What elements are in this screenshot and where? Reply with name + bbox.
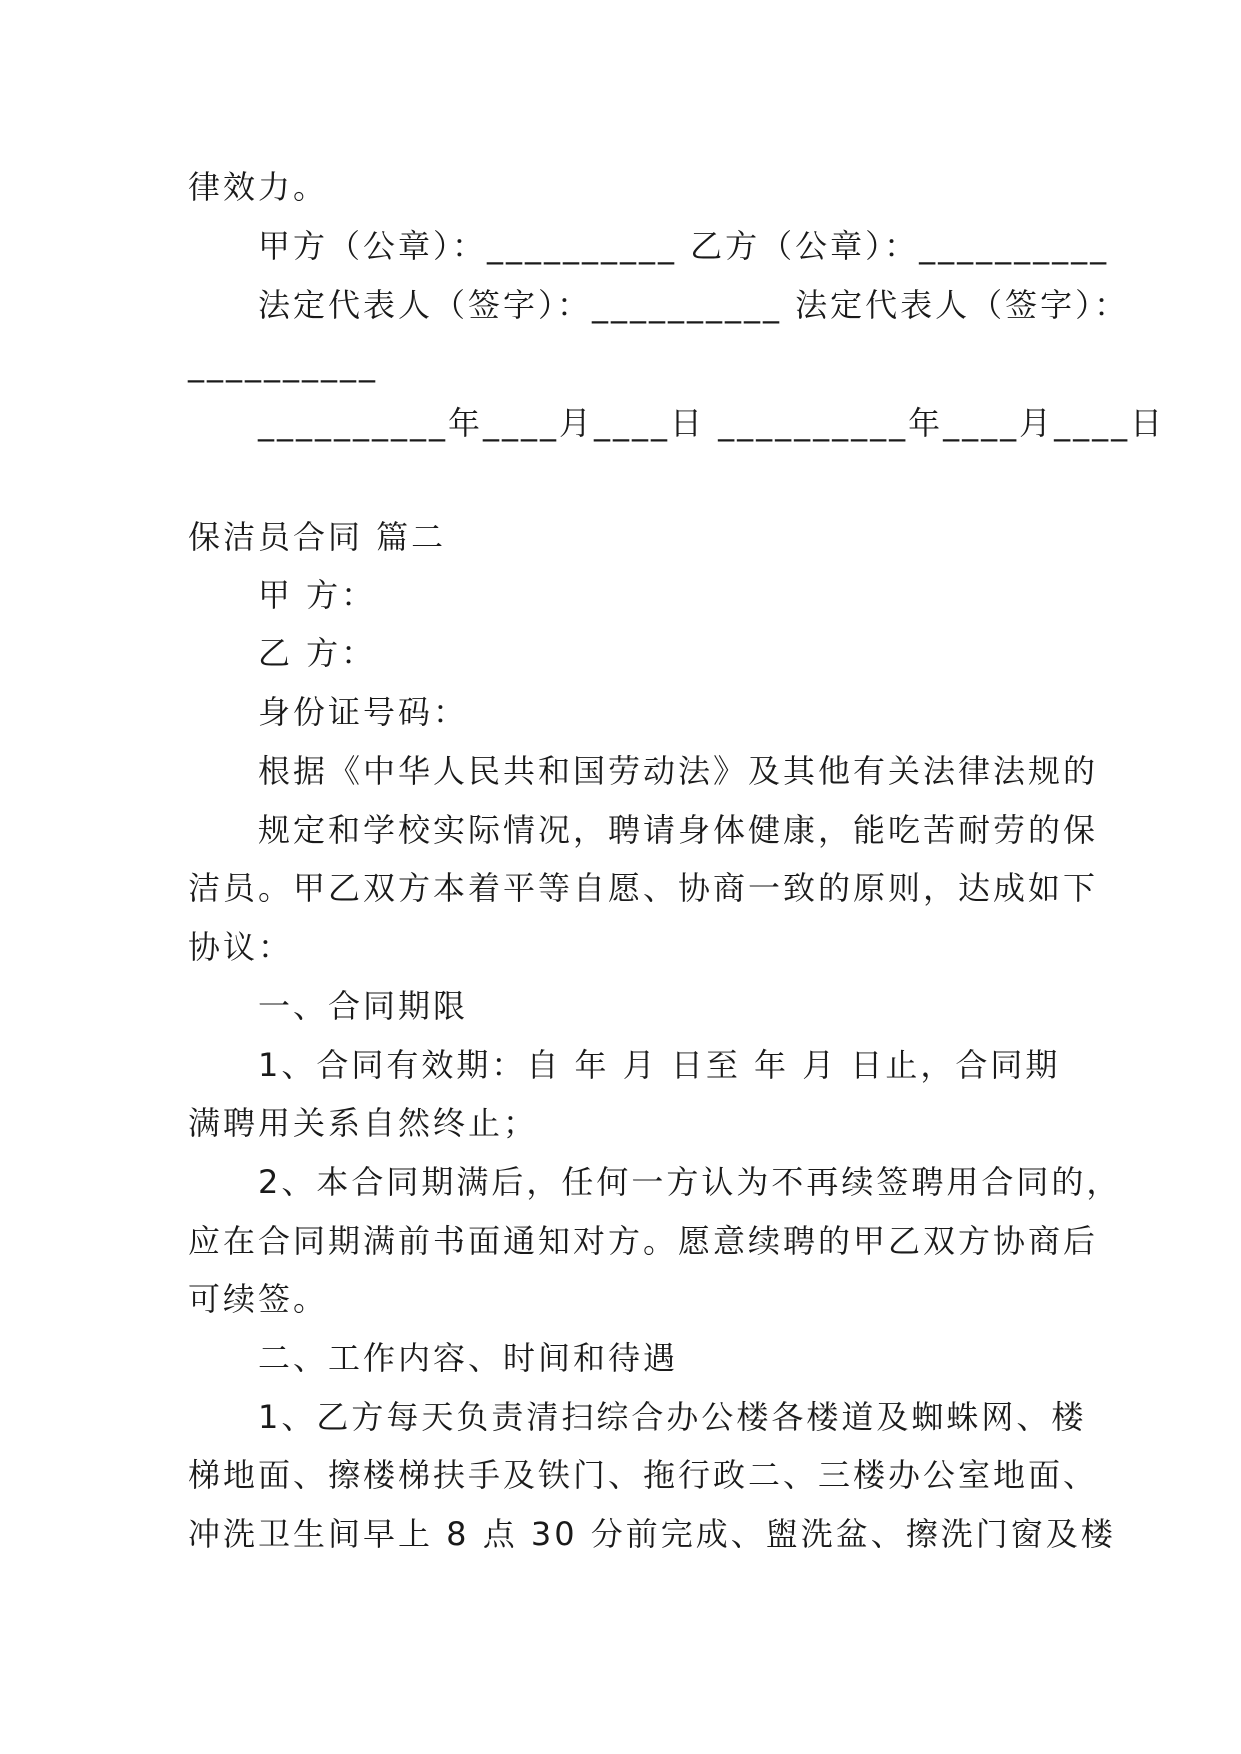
id-number-label: 身份证号码： — [258, 693, 469, 731]
text-line: 协议： — [188, 928, 294, 966]
date-line: __________年____月____日 __________年____月____日 — [258, 404, 1166, 442]
party-b-label: 乙 方： — [258, 634, 377, 672]
text-line: 根据《中华人民共和国劳动法》及其他有关法律法规的 — [258, 752, 1099, 790]
text-line: 规定和学校实际情况，聘请身体健康，能吃苦耐劳的保 — [258, 811, 1099, 849]
text-line: 律效力。 — [188, 168, 329, 206]
text-line: 冲洗卫生间早上 8 点 30 分前完成、盥洗盆、擦洗门窗及楼 — [188, 1515, 1116, 1553]
text-line: 1、乙方每天负责清扫综合办公楼各楼道及蜘蛛网、楼 — [258, 1398, 1087, 1436]
clause-heading: 二、工作内容、时间和待遇 — [258, 1339, 679, 1377]
text-line: 洁员。甲乙双方本着平等自愿、协商一致的原则，达成如下 — [188, 869, 1099, 907]
clause-heading: 一、合同期限 — [258, 987, 469, 1025]
section-title: 保洁员合同 篇二 — [188, 518, 447, 556]
text-line: 可续签。 — [188, 1280, 329, 1318]
text-line: 满聘用关系自然终止； — [188, 1104, 539, 1142]
legal-representative-line: 法定代表人（签字）：__________ 法定代表人（签字）： — [258, 286, 1130, 324]
text-line: 应在合同期满前书面通知对方。愿意续聘的甲乙双方协商后 — [188, 1222, 1099, 1260]
party-a-seal-line: 甲方（公章）：__________ 乙方（公章）：__________ — [258, 227, 1110, 265]
text-line: 1、合同有效期：自 年 月 日至 年 月 日止，合同期 — [258, 1046, 1061, 1084]
signature-blank-line: __________ — [188, 345, 378, 383]
text-line: 梯地面、擦楼梯扶手及铁门、拖行政二、三楼办公室地面、 — [188, 1456, 1099, 1494]
text-line: 2、本合同期满后，任何一方认为不再续签聘用合同的， — [258, 1163, 1122, 1201]
party-a-label: 甲 方： — [258, 576, 377, 614]
